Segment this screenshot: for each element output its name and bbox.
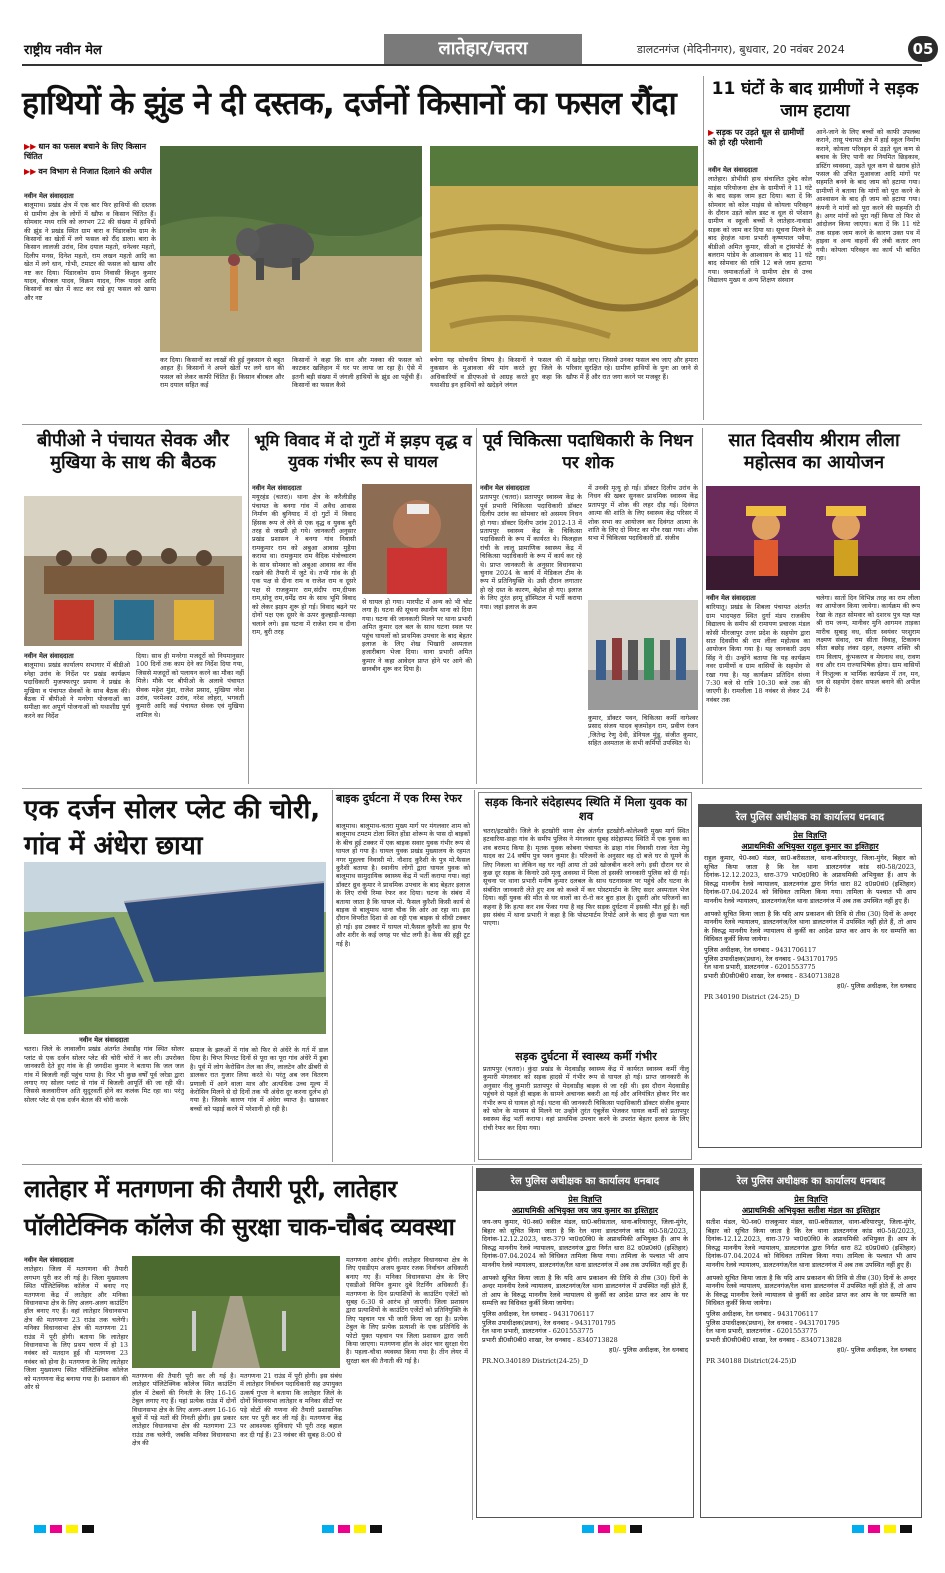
lead-body-text-4: बचेगा यह सोचनीय विषय है। किसानों ने फसल की नुकसान के मुआवजा की मांग करते हुए जिले के अधिकारियों व डीएफओ से आग्रह करते हुए कहा कि यथाशीघ्र इन हाथियों को खदेड़ने जंगल: [430, 356, 562, 390]
contact-line: रेल थाना प्रभारी, डालटनगंज - 6201553775: [706, 1327, 818, 1336]
ramleela-body-text-2: चलेगा। सातों दिन विभिन्न तरह का राम लीला का आयोजन किया जायेगा। कार्यक्रम की रूप रेखा के तहत सोमवार को दशरथ पुत्र यज्ञ यज्ञ श्री राम जन्म, मानीवर मुनि आगमन ताड़का मारीच सुबाहु वध, सीता स्वयंवर परशुराम लक्ष्मण संवाद, राम सीता विवाह, टिकावन सीता बछोड़ लंका दहन, लक्ष्मण शक्ति श्री राम विलाप, कुंभकरण व मेघनाथ वध, रावण वध और राम राज्याभिषेक होगा। ग्राम वासियों ने निःशुल्क व भार्मिक कार्यक्रम में तन, मन, धन से सहयोग देकर सफल बनाने की अपील की है।: [816, 594, 920, 695]
contact-line: पुलिस अधीक्षक, रेल धनबाद - 9431706117: [704, 945, 817, 954]
bdo-headline: बीपीओ ने पंचायत सेवक और मुखिया के साथ की बैठक: [36, 430, 230, 473]
contact-line: पुलिस उपाधीक्षक(प्रधान), रेल धनबाद - 9431701795: [482, 1318, 616, 1327]
contact-line: प्रभारी डी0सी0बी0 शाखा, रेल धनबाद - 8340713828: [482, 1335, 618, 1344]
solar-headline: एक दर्जन सोलर प्लेट की चोरी, गांव में अंधेरा छाया: [24, 795, 321, 861]
solar-body-col2: [190, 1046, 328, 1160]
solar-plant-photo: [24, 862, 326, 1034]
lead-body-text-2: कर दिया। किसानों का लाखों की हुई नुकसान से बहुत आहत हैं। किसानों ने अपने खेतों पर लगे धान की फसल को लेकर काफी चिंतित हैं। किसान बीरबल और राम दयाल सहित कई: [160, 356, 284, 390]
black-swatch: [370, 1525, 382, 1533]
elephant-photo: [160, 146, 422, 352]
column-divider: [703, 76, 704, 420]
yellow-swatch: [66, 1525, 78, 1533]
column-divider: [332, 790, 333, 1162]
solar-byline: नवीन मेल संवाददाता: [79, 1036, 129, 1044]
college-headline: लातेहार में मतगणना की तैयारी पूरी, लातेहार पॉलीटेक्निक कॉलेज की सुरक्षा चाक-चौबंद व्यवस्था: [24, 1175, 455, 1241]
ramleela-headline: सात दिवसीय श्रीराम लीला महोत्सव का आयोजन: [728, 430, 900, 473]
section-divider: [22, 788, 922, 789]
notice-signature: ह0/- पुलिस अधीक्षक, रेल धनबाद: [837, 1346, 916, 1355]
roadblock-body-text-1: लातेहार। डोभीसी हाथ संचालित तुबेद कोल माइंस परियोजना क्षेत्र के ग्रामीणों ने 11 घंटे के बाद सड़क जाम हटा दिया। बता दें कि सोमवार को कोल माइंस से कोयला परिवहन के दौरान उड़ते कोल डस्ट व धूल से परेशान ग्रामीण व स्कूली बच्चों ने लातेहार-नावाडा सड़क को जाम कर दिया था। सूचना मिलने के बाद हेरहंज थाना प्रभारी कृष्णपाल पवैया, बीडीओ अमित कुमार, सीओ व ट्रांसपोर्ट के बलराम पांडेय के आश्वासन के बाद 11 घंटे बाद सोमवार की रात्रि 12 बजे जाम हटाया गया। जमाकर्ताओं ने ग्रामीण क्षेत्र से उच्च विद्यालय मुख्य व अन्य शिक्षण संस्थान: [708, 175, 812, 285]
lead-bullets: [24, 142, 154, 177]
railway-notice-1: [698, 804, 922, 1148]
black-swatch: [630, 1525, 642, 1533]
college-body-text-1: लातेहार। जिला में मतगणना की तैयारी लगभग पूरी कर ली गई है। जिला मुख्यालय स्थित पॉलिटेक्निक कॉलेज में बनाए गए मतगणना केंद्र में लातेहार और मनिका विधानसभा क्षेत्र के लिए अलग-अलग काउंटिंग हॉल बनाए गए हैं। वहां लातेहार विधानसभा क्षेत्र की मतगणना 23 राउंड तक चलेगी। मनिका विधानसभा क्षेत्र की मतगणना 21 राउंड में पूरी होगी। बताया कि लातेहार विधानसभा के लिए प्रथम चरण में हो 13 नवंबर को मतदान हुई थी मतगणना 23 नवंबर को होना है। मतगणना के लिए लातेहार जिला मुख्यालय स्थित पॉलिटेक्निक कॉलेज को मतगणना केंद्र बनाया गया है। प्रशासन की ओर से: [24, 1265, 128, 1392]
roadblock-subhead: ▶ सड़क पर उड़ते धूल से ग्रामीणों को हो रही परेशानी: [708, 128, 805, 147]
bike-body-text: बालूमाथ। बालूमाथ-चतरा मुख्य मार्ग पर मंगलवार शाम को बालूमाथ टमटम टोला स्थित होंडा शोरूम के पास दो बाइकों के बीच हुई टक्कर में एक बाइक सवार युवक गंभीर रूप से घायल हो गया है। घायल युवक प्रखंड मुख्यालय के रहमत नगर मुहल्ला निवासी मो. नौशाद कुरैशी के पुत्र मो.फैसल कुरैशी बताया है। स्थानीय लोगों द्वारा घायल युवक को बालूमाथ सामुदायिक स्वास्थ्य केंद्र में भर्ती कराया गया। वहां डॉक्टर ध्रुव कुमार ने प्राथमिक उपचार के बाद बेहतर इलाज के लिए रांची रिम्स रेफर कर दिया। घटना के संबंध में बताया जाता है कि घायल मो. फैसल कुरैशी किसी कार्य से बाइक से बालूमाथ थाना चौक कि ओर आ रहा था। इस दौरान विपरीत दिशा से आ रही एक बाइक से सीधी टक्कर हो गई। इस टक्कर में घायल मो.फैसल कुरैशी का हाथ पैर और शरीर के कई जगह पर चोट लगी है। केस की हड्डी टूट गई है।: [336, 822, 470, 948]
contact-line: प्रभारी डी0सी0बी0 शाखा, रेल धनबाद - 8340713828: [706, 1335, 842, 1344]
land-body-col2: [362, 598, 472, 784]
yellow-swatch: [354, 1525, 366, 1533]
land-body-text-1: मयूरहंड (चतरा)। थाना क्षेत्र के करैलीडीह पंचायत के बनगा गांव में अवैध आवास निर्माण की बुनियाद में दो गुटों में विवाद हिंसक रूप ले लेने से एक वृद्ध व युवक बुरी तरह से जख्मी हो गये। जानकारी अनुसार प्रखंड प्रशासन ने बनगा गांव निवासी रामकुमार राम को अबुआ आवास मुहैया कराया था। रामकुमार राम वैदिक मंत्रोच्चारण के साथ सोमवार को अबुआ आवास का नींव रखने की तैयारी में जुटे थे। तभी गांव के ही एक पक्ष से दीना राम व राजेश राम व दूसरे पक्ष से राजकुमार राम,संदीप राम,दीपक राम,सोनू राम,धर्मेंद्र राम के साथ भूमि विवाद को लेकर झड़प शुरू हो गई। विवाद बढ़ने पर दोनों पक्ष एक दूसरे के ऊपर कुल्हाड़ी-फावड़ा चलाने लगे। इस घटना में राजेश राम व दीना राम, बुरी तरह: [252, 493, 356, 636]
youth-death-body-text: चतरा/इटखोरी। जिले के इटखोरी थाना क्षेत्र अंतर्गत इटखोरी-कोलेश्वरी मुख्य मार्ग स्थित हटवारिया-डाहा गांव के समीप पुलिस ने मंगलवार सुबह संदेहास्पद स्थिति में एक युवक का शव बरामद किया है। मृतक युवक कोबना पंचायत के ढाहा गांव निवासी राजा नेता मेघु यादव का 24 वर्षीय पुत्र पवन कुमार है। परिजनों के अनुसार वह दो बजे घर से घूमने के लिए निकला था लेकिन वह घर नहीं आया तो उसे खोजबीन करने लगे। इसी दौरान घर से कुछ दूर सड़क के किनारे उसे मृत्यु अवस्था में मिला तो इसकी जानकारी पुलिस को दी गई। सूचना पर थाना प्रभारी मनीष कुमार दलबल के साथ घटनास्थल पर पहुंचे और घटना के संबंधित जानकारी लेते हुए शव को कब्जे में कर पोस्टमार्टम के लिए सदर अस्पताल भेज दिया। वहीं युवक की मौत से घर वालों का रो-रो कर बुरा हाल है। दूसरी ओर परिजनों का कहना है कि हत्या कर शव फेंका गया है वह फिर सड़क दुर्घटना में इसकी मौत हुई है। वहीं इस संबंध में थाना प्रभारी ने कहा है कि पोस्टमार्टम रिपोर्ट आने के बाद ही कुछ पता चल पाएगा।: [483, 827, 689, 928]
magenta-swatch: [598, 1525, 610, 1533]
lead-body-text-5: में खदेड़ा जाए। जिससे उनका फसल बच जाए और हमारा परिवार सुरक्षित रहे। ग्रामीण हाथियों के पुनः आ जाने से खौफ में हैं और रात जगा करने पर मजबूर हैं।: [566, 356, 698, 381]
college-body-col4: [346, 1256, 468, 1518]
lead-body-col5: [566, 356, 698, 418]
college-road-photo: [132, 1256, 340, 1368]
color-registration-bar: [22, 1524, 922, 1534]
notice-body-2: आपको सूचित किया जाता है कि यदि आप प्रकाशन की तिथि से तीस (30) दिनों के अन्दर माननीय रेलवे न्यायालय, डालटनगंज/रेल थाना डालटनगंज में उपस्थित नहीं होते हैं, तो आप के विरुद्ध माननीय रेलवे न्यायालय से कुर्की का आदेश प्राप्त कर आप के घर सम्पत्ति का विधिवत कुर्की किया जायेगा।: [482, 1273, 688, 1308]
youth-death-headline: सड़क किनारे संदेहास्पद स्थिति में मिला युवक का शव: [484, 795, 688, 823]
health-worker-body: [483, 1065, 689, 1159]
ramleela-byline: नवीन मेल संवाददाता: [706, 594, 756, 602]
notice-office: रेल पुलिस अधीक्षक का कार्यालय धनबाद: [701, 1169, 921, 1191]
notice-contacts: [477, 1310, 693, 1346]
paddy-field-photo: [430, 146, 698, 352]
land-body-text-2: से घायल हो गया। मारपीट में अन्य को भी चोट लगा है। घटना की सूचना स्थानीय थाना को दिया गया। घटना की जानकारी मिलने पर थाना प्रभारी अमित कुमार दल बल के साथ घटना स्थल पर पहुंच घायलों को प्राथमिक उपचार के बाद बेहतर इलाज के लिए शेख भिखारी अस्पताल हजारीबाग भेजा दिया। थाना प्रभारी अमित कुमार ने कहा आवेदन प्राप्त होने पर आगे की छानबीन शुरू कर दिया है।: [362, 598, 472, 674]
doctor-body-text-1: प्रतापपुर (चतरा)। प्रतापपुर स्वास्थ्य केंद्र के पूर्व प्रभारी चिकित्सा पदाधिकारी डॉक्टर दिलीप उरांव का सोमवार को असमय निधन हो गया। डॉक्टर दिलीप उरांव 2012-13 में प्रतापपुर स्वास्थ्य केंद्र के चिकित्सा पदाधिकारी के रूप में कार्यरत थे। फिलहाल रांची के लालू प्रामाणिक स्वास्थ्य केंद्र में चिकित्सा पदाधिकारी के रूप में कार्य कर रहे थे। प्राप्त जानकारी के अनुसार विधानसभा चुनाव 2024 के कार्य में मेडिकल टीम के रूप में प्रतिनियुक्ति थे। उसी दौरान लगातार हो रहे दस्त के कारण, बेहोश हो गए। इलाज के लिए तुरंत हरमू हॉस्पिटल में भर्ती कराया गया। जहां इलाज के क्रम: [480, 493, 582, 611]
ramleela-body-col2: [816, 594, 920, 784]
notice-title: प्रेस विज्ञप्ति: [568, 1195, 602, 1204]
paper-name: राष्ट्रीय नवीन मेल: [24, 43, 102, 58]
health-worker-headline: सड़क दुर्घटना में स्वास्थ्य कर्मी गंभीर: [515, 1050, 657, 1063]
cyan-swatch: [582, 1525, 594, 1533]
bullet-arrow-icon: ▶▶: [24, 167, 37, 176]
bdo-body-text-1: बालूमाथ। प्रखंड कार्यालय सभागार में बीडीओ स्नेहा उरांव के निर्देश पर प्रखंड कार्यक्रम पदाधिकारी मुजफ्फरपुर प्रमाण ने प्रखंड के मुखिया व पंचायत सेवकों के साथ बैठक की। बैठक में बीपीओ ने मनरेगा योजनाओं का समीक्षा कर अपूर्ण योजनाओं को यथाशीघ्र पूर्ण करने का निर्देश: [24, 661, 130, 720]
college-body-text-3: मतगणना 21 राउंड में पूरी होगी। इस संबंध में लातेहार निर्वाचन पदाधिकारी सह उपायुक्त उत्कर्ष गुप्ता ने बताया कि लातेहार जिले के दोनों विधानसभा लातेहार व मनिका सीटों पर पड़े वोटों की गणना की तैयारी प्रशासनिक स्तर पर पूरी कर ली गई है। मतगणना केंद्र पर आवश्यक सुविधाएं भी पूरी तरह बहाल कर दी गई हैं। 23 नवंबर की सुबह 8:00 से: [240, 1372, 342, 1439]
magenta-swatch: [50, 1525, 62, 1533]
bdo-body-col1: [24, 652, 130, 782]
solar-body-text-1: चतरा। जिले के लावालौंग प्रखंड अंतर्गत तेवाडीह गांव स्थित सोलर प्लांट से एक दर्जन सोलर प्लेट की चोरी चोरों ने कर ली। उपरोक्त जानकारी देते हुए गांव के ही जगदीश कुमार ने बताया कि जल जल गांव में बिजली नहीं पहुंच पाया है। फिर भी कुछ वर्षों पूर्व जरेडा द्वारा लगाए गए सोलर प्लांट से गांव में बिजली आपूर्ति की जा रही थी। जिससे कलवारीपन अति सुदूरवर्ती होने का कलंक मिट रहा था। परंतु सोलर प्लेट से एक दर्जन बेतल की चोरी करके: [24, 1045, 184, 1104]
masthead: [22, 34, 934, 66]
notice-title: प्रेस विज्ञप्ति: [793, 831, 827, 840]
railway-notice-3: [700, 1168, 922, 1518]
contact-line: पुलिस उपाधीक्षक(प्रधान), रेल धनबाद - 9431701795: [704, 954, 838, 963]
notice-body: राहुल कुमार, पे0-स्व0 मंडल, सा0-बरीसताल, थाना-बरियारपुर, जिला-मुंगेर, बिहार को सूचित किया जाता है कि रेल थाना डालटनगंज कांड सं0-58/2023, दिनांक-12.12.2023, धारा-379 भा0द0वि0 के अप्राथमिकी अभियुक्त हैं। आप के विरुद्ध माननीय रेलवे न्यायालय, डालटनगंज द्वारा निर्गत धारा 82 द0प्र0सं0 (इश्तिहार) दिनांक-07.04.2024 को विधिवत तामिला किया गया। तामिला के पश्चात भी आप माननीय रेलवे न्यायालय, डालटनगंज/रेल थाना डालटनगंज में अब तक उपस्थित नहीं हुए हैं।: [704, 854, 916, 905]
doctor-body-col3: [588, 714, 698, 784]
college-byline: नवीन मेल संवाददाता: [24, 1256, 74, 1264]
contact-line: रेल थाना प्रभारी, डालटनगंज - 6201553775: [482, 1327, 594, 1336]
magenta-swatch: [338, 1525, 350, 1533]
bdo-byline: नवीन मेल संवाददाता: [24, 652, 74, 660]
doctor-body-text-3: कुमार, डॉक्टर पवन, चिकित्सा कर्मी नागेश्वर प्रसाद संजय यादव बृजमोहन राम, प्रवीण रंजन ,जितेन्द्र रेणु देवी, डेनियल मुंडू, संजीत कुमार, सहित अस्पताल के सभी कर्मियों उपस्थित थे।: [588, 714, 698, 748]
dateline: डालटनगंज (मेदिनीनगर), बुधवार, 20 नवंबर 2024: [637, 43, 845, 56]
notice-pr: PR 340190 District (24-25)_D: [704, 992, 800, 1001]
contact-line: पुलिस अधीक्षक, रेल धनबाद - 9431706117: [706, 1309, 819, 1318]
notice-signature: ह0/- पुलिस अधीक्षक, रेल धनबाद: [837, 982, 916, 991]
youth-death-box: [478, 792, 692, 1160]
roadblock-headline: 11 घंटों के बाद ग्रामीणों ने सड़क जाम हटाया: [711, 79, 919, 121]
black-swatch: [900, 1525, 912, 1533]
injured-man-photo: [362, 484, 472, 594]
notice-body-2: आपको सूचित किया जाता है कि यदि आप प्रकाशन की तिथि से तीस (30) दिनों के अन्दर माननीय रेलवे न्यायालय, डालटनगंज/रेल थाना डालटनगंज में उपस्थित नहीं होते हैं, तो आप के विरुद्ध माननीय रेलवे न्यायालय से कुर्की का आदेश प्राप्त कर आप के घर सम्पत्ति का विधिवत कुर्की किया जायेगा।: [706, 1273, 916, 1308]
notice-subtitle: अप्राथमिकी अभियुक्त राहुल कुमार का इश्तिहार: [741, 842, 879, 851]
notice-contacts: [699, 946, 921, 982]
cyan-swatch: [322, 1525, 334, 1533]
bike-headline: बाइक दुर्घटना में एक रिम्स रेफर: [336, 792, 462, 805]
meeting-photo: [24, 496, 242, 646]
lead-body-text-3: किसानों ने कहा कि धान और मक्का की फसल को काटकर खलिहान में घर पर लाया जा रहा है। ऐसे में इतनी बड़ी संख्या में जंगली हाथियों के झुंड आ पहुँची हैं। किसानों का फसल कैसे: [292, 356, 422, 390]
bdo-body-col2: [136, 652, 244, 782]
notice-body: सतीश मंडल, पे0-स्व0 राजकुमार मंडल, सा0-बरीसताल, थाना-बरियारपुर, जिला-मुंगेर, बिहार को सूचित किया जाता है कि रेल थाना डालटनगंज कांड सं0-58/2023, दिनांक-12.12.2023, धारा-379 भा0द0वि0 के अप्राथमिकी अभियुक्त हैं। आप के विरुद्ध माननीय रेलवे न्यायालय, डालटनगंज द्वारा निर्गत धारा 82 द0प्र0सं0 (इश्तिहार) दिनांक-07.04.2024 को विधिवत तामिला किया गया। तामिला के पश्चात भी आप माननीय रेलवे न्यायालय, डालटनगंज/रेल थाना डालटनगंज में अब तक उपस्थित नहीं हुए हैं।: [706, 1218, 916, 1269]
health-worker-body-text: प्रतापपुर (चतरा)। कुंदा प्रखंड के मेदवाडीह स्वास्थ्य केंद्र में कार्यरत स्वास्थ्य कर्मी नीलू कुमारी मंगलवार को सड़क हादसे में गंभीर रूप से घायल हो गई। प्राप्त जानकारी के अनुसार नीलू कुमारी प्रतापपुर से मेदवाडीह बाइक से जा रही थी। इस दौरान मेदवाडीह पहुंचने से पहले ही बाइक के सामने अचानक बकरी आ गई और अनियंत्रित होकर गिर कर गंभीर रूप से घायल हो गई। घटना की जानकारी चिकित्सा पदाधिकारी डॉक्टर संजीव कुमार को फोन के माध्यम से मिलने पर उन्होंने तुरंत एंबुलेंस भेजकर घायल कर्मी को प्रतापपुर स्वास्थ्य केंद्र भर्ती कराया। वहां प्राथमिक उपचार करने के उपरांत बेहतर इलाज के लिए रांची रेफर कर दिया गया।: [483, 1065, 689, 1132]
notice-body: जय-जय कुमार, पे0-स्व0 वकील मंडल, सा0-बरीसताल, थाना-बरियारपुर, जिला-मुंगेर, बिहार को सूचित किया जाता है कि रेल थाना डालटनगंज कांड सं0-58/2023, दिनांक-12.12.2023, धारा-379 भा0द0वि0 के अप्राथमिकी अभियुक्त हैं। आप के विरुद्ध माननीय रेलवे न्यायालय, डालटनगंज द्वारा निर्गत धारा 82 द0प्र0सं0 (इश्तिहार) दिनांक-07.04.2024 को विधिवत तामिला किया गया। तामिला के पश्चात भी आप माननीय रेलवे न्यायालय, डालटनगंज/रेल थाना डालटनगंज में अब तक उपस्थित नहीं हुए हैं।: [482, 1218, 688, 1269]
magenta-swatch: [868, 1525, 880, 1533]
lead-body-col3: [292, 356, 422, 418]
cyan-swatch: [852, 1525, 864, 1533]
column-divider: [476, 428, 477, 784]
notice-contacts: [701, 1310, 921, 1346]
doctor-body-text-2: में उनकी मृत्यु हो गई। डॉक्टर दिलीप उरांव के निधन की खबर सुनकर प्राथमिक स्वास्थ्य केंद्र प्रतापपुर में शोक की लहर दौड़ गई। दिवंगत आत्मा की शांति के लिए स्वास्थ्य केंद्र परिसर में शोक सभा का आयोजन कर दिवंगत आत्मा के शांति के लिए दो मिनट का मौन रखा गया। शोक सभा में चिकित्सा पदाधिकारी डॉ. संजीव: [588, 484, 698, 543]
ramleela-photo: [706, 486, 920, 590]
roadblock-byline: नवीन मेल संवाददाता: [708, 166, 758, 174]
contact-line: प्रभारी डी0सी0बी0 शाखा, रेल धनबाद - 8340713828: [704, 971, 840, 980]
doctor-byline: नवीन मेल संवाददाता: [480, 484, 530, 492]
doctor-body-col2: [588, 484, 698, 598]
notice-signature: ह0/- पुलिस अधीक्षक, रेल धनबाद: [609, 1346, 688, 1355]
section-label: लातेहार/चतरा: [384, 34, 582, 64]
railway-notice-2: [476, 1168, 694, 1518]
yellow-swatch: [614, 1525, 626, 1533]
lead-body-text-1: बालूमाथ। प्रखंड क्षेत्र में एक बार फिर हाथियों की दस्तक से ग्रामीण क्षेत्र के लोगों में खौफ व किसान चिंतित हैं। सोमवार मध्य रात्रि को लगभग 22 की संख्या में हाथियों की झुंड ने प्रखंड स्थित ग्राम बारा व पिंडारकोम ग्राम के किसानों का खेतों में लगे फसल को रौंद डाला। बारा के किसान लालजी उरांव, शिव दयाल महतो, धनेश्वर महतो, दिलीप मनस, दिनेश महतो, राम लखन महतो आदि का खेत में लगे धान, गोभी, टमाटर की फसल को खाया और नष्ट कर दिया। पिंडारकोम ग्राम निवासी किशुन कुमार यादव, बीरबल यादव, विक्रम यादव, गिरू यादव आदि किसानों का खेत में काट कर रखे हुए फसल को खाया और नष्ट: [24, 201, 156, 302]
lead-headline: हाथियों के झुंड ने दी दस्तक, दर्जनों किसानों का फसल रौंदा: [22, 84, 676, 122]
land-byline: नवीन मेल संवाददाता: [252, 484, 302, 492]
bullet-arrow-icon: ▶: [708, 128, 715, 137]
ramleela-body-col1: [706, 594, 810, 784]
lead-body-col2: [160, 356, 284, 418]
bike-body: [336, 822, 470, 1160]
notice-subtitle: अप्राथमिकी अभियुक्त जय जय कुमार का इश्तिहार: [511, 1206, 659, 1215]
bullet-arrow-icon: ▶▶: [24, 142, 37, 151]
notice-subtitle: अप्राथमिकी अभियुक्त सतीश मंडल का इश्तिहार: [742, 1206, 880, 1215]
land-body-col1: [252, 484, 356, 784]
column-divider: [472, 1166, 473, 1520]
bdo-body-text-2: दिया। साथ ही मनरेगा मजदूरों को नियमानुसार 100 दिनों तक काम देने का निर्देश दिया गया, जिससे मजदूरों को पलायन करने का मौका नहीं मिले। मौके पर बीपीओ के अलावे पंचायत सेवक महेश मुंडा, राजेश प्रसाद, मुखिया नरेश उरांव, परमेश्वर उरांव, नरेश लोहरा, भगवती कुमारी आदि कई पंचायत सेवक एवं मुखिया शामिल थे।: [136, 652, 244, 719]
page-number: 05: [908, 36, 938, 62]
roadblock-body-col1: [708, 166, 812, 420]
contact-line: रेल थाना प्रभारी, डालटनगंज - 6201553775: [704, 963, 816, 972]
ramleela-body-text-1: बारियातू। प्रखंड के शिबला पंचायत अंतर्गत ग्राम भादपहरा स्थित दुर्गा मंडप राजकीय विद्यालय के समीप श्री रामायण प्रचारक मंडल कोसी मीरजापुर उत्तर प्रदेश के सहयोग द्वारा सात दिवसीय श्री राम लीला महोत्सव का आयोजन किया गया है। यह जानकारी उदय सिंह ने दी। उन्होंने बताया कि यह कार्यक्रम नवर ग्रामीणों व ग्राम वासियों के सहयोग से रखा गया है। यह कार्यक्रम प्रतिदिन संध्या 7:30 बजे से रात्रि 10:30 बजे तक की जाएगी है। रामलीला 18 नवंबर से लेकर 24 नवंबर तक: [706, 603, 810, 704]
column-divider: [248, 428, 249, 784]
notice-office: रेल पुलिस अधीक्षक का कार्यालय धनबाद: [699, 805, 921, 827]
notice-office: रेल पुलिस अधीक्षक का कार्यालय धनबाद: [477, 1169, 693, 1191]
column-divider: [702, 428, 703, 784]
notice-title: प्रेस विज्ञप्ति: [794, 1195, 828, 1204]
land-headline: भूमि विवाद में दो गुटों में झड़प वृद्ध व युवक गंभीर रूप से घायल: [254, 431, 472, 471]
section-divider: [22, 424, 922, 425]
section-divider: [22, 1164, 922, 1165]
yellow-swatch: [884, 1525, 896, 1533]
notice-pr: PR.NO.340189 District(24-25)_D: [482, 1356, 589, 1365]
cyan-swatch: [34, 1525, 46, 1533]
notice-body-2: आपको सूचित किया जाता है कि यदि आप प्रकाशन की तिथि से तीस (30) दिनों के अन्दर माननीय रेलवे न्यायालय, डालटनगंज/रेल थाना डालटनगंज में उपस्थित नहीं होते हैं, तो आप के विरुद्ध माननीय रेलवे न्यायालय से कुर्की का आदेश प्राप्त कर आप के घर सम्पत्ति का विधिवत कुर्की किया जायेगा।: [704, 909, 916, 944]
contact-line: पुलिस उपाधीक्षक(प्रधान), रेल धनबाद - 9431701795: [706, 1318, 840, 1327]
college-body-col2: [132, 1372, 236, 1518]
contact-line: पुलिस अधीक्षक, रेल धनबाद - 9431706117: [482, 1309, 595, 1318]
college-body-text-4: मतगणना आरंभ होगी। लातेहार विधानसभा क्षेत्र के लिए एसडीएम अजय कुमार रजक निर्वाचन अधिकारी बनाए गए हैं। मनिका विधानसभा क्षेत्र के लिए एसडीओ विपिन कुमार दुबे रिटर्निंग अधिकारी हैं। मतगणना के दिन प्रत्याशियों के काउंटिंग एजेंटों को सुबह 6:30 से आरंभ हो जाएगी। जिला प्रशासन द्वारा प्रत्याशियों के काउंटिंग एजेंटों को प्रतिनियुक्ति के लिए पहचान पत्र भी जारी किया जा रहा है। प्रत्येक टेबुल के लिए प्रत्येक प्रत्याशी के एक प्रतिनिधि के फोटो युक्त पहचान पत्र जिला प्रशासन द्वारा जारी किया जाएगा। मतगणना हॉल के अंदर चार सुरक्षा घेरा है। पहला-चौथा व्यवस्था किया गया है। तीन लेयर में सुरक्षा बल की तैनाती की गई है।: [346, 1256, 468, 1365]
college-body-text-2: मतगणना की तैयारी पूरी कर ली गई है। लातेहार पॉलिटेक्निक कॉलेज स्थित काउंटिंग हॉल में टेबलों की गिनती के लिए 16-16 टेबुल लगाए गए हैं। यहां प्रत्येक राउंड में दोनों विधानसभा क्षेत्र के लिए अलग-अलग 16-16 बूथों में पड़े मतों की गिनती होगी। इस प्रकार लातेहार विधानसभा क्षेत्र की मतगणना 23 राउंड तक चलेगी, जबकि मनिका विधानसभा क्षेत्र की: [132, 1372, 236, 1448]
condolence-photo: [588, 600, 698, 710]
solar-body-text-2: समाज के झरुओं में गांव को फिर से अंधेरे के गर्त में डाल दिया है। चिप्त पिन्तट दिनों से पूरा का पूरा गांव अंधेरे में डूबा है। पूर्व में लोग केरोसिन तेल का लैंप, लालटेन और ढीबरी से डालकर रात गुजार लिया करते थे। परंतु अब जन वितरण प्रणाली में आने वाला मात्र और अत्यधिक उच्च मूल्य में केरोसिन मिलने से दो दिनों तक भी अंधेरा दूर करना दुर्लभ हो गया है। जिसके कारण गांव में अंधेरा व्याप्त है। खासकर बच्चों को पढ़ाई करने में परेशानी हो रही है।: [190, 1046, 328, 1113]
solar-body-col1: [24, 1036, 184, 1160]
lead-bullet-1: ▶▶ धान का फसल बचाने के लिए किसान चिंतित: [24, 142, 147, 161]
roadblock-body-col2: [816, 128, 920, 420]
youth-death-body: [483, 827, 689, 1047]
lead-byline: नवीन मेल संवाददाता: [24, 192, 74, 200]
lead-body-col4: [430, 356, 562, 418]
roadblock-body-text-2: आने-जाने के लिए बच्चों को काफी उपलब्ध कराने, तासू पंचायत क्षेत्र में हाई स्कूल निर्माण कराने, कोयला परिवहन से उड़ते धूल कण से बचाव के लिए पानी का नियमित छिड़काव, डस्टिंग व्यवस्था, उड़ते धूल कण से खराब होते फसल की उचित मुआवजा आदि मांगों पर सहमति बनने के बाद जाम को हटाया गया। ग्रामीणों ने बताया कि मांगों को पूरा करने के आश्वासन के बाद ही जाम को हटाया गया। कंपनी ने मांगों को पूरा करने की सहमति दी है। अगर मांगों को पूरा नहीं किया तो फिर से आंदोलन किया जाएगा। बता दें कि 11 घंटे तक सड़क जाम करने के कारण उक्त पथ में हाइवा व अन्य वाहनों की लंबी कतार लग गयी। कोयला परिवहन का कार्य भी बाधित रहा।: [816, 128, 920, 263]
college-body-col3: [240, 1372, 342, 1518]
column-divider: [474, 790, 475, 1162]
lead-bullet-2: ▶▶ वन विभाग से निजात दिलाने की अपील: [24, 167, 152, 176]
doctor-headline: पूर्व चिकित्सा पदाधिकारी के निधन पर शोक: [483, 431, 693, 473]
black-swatch: [82, 1525, 94, 1533]
college-body-col1: [24, 1256, 128, 1518]
notice-pr: PR 340188 District(24-25)D: [706, 1356, 797, 1365]
doctor-body-col1: [480, 484, 582, 784]
lead-body-col1: [24, 192, 156, 418]
